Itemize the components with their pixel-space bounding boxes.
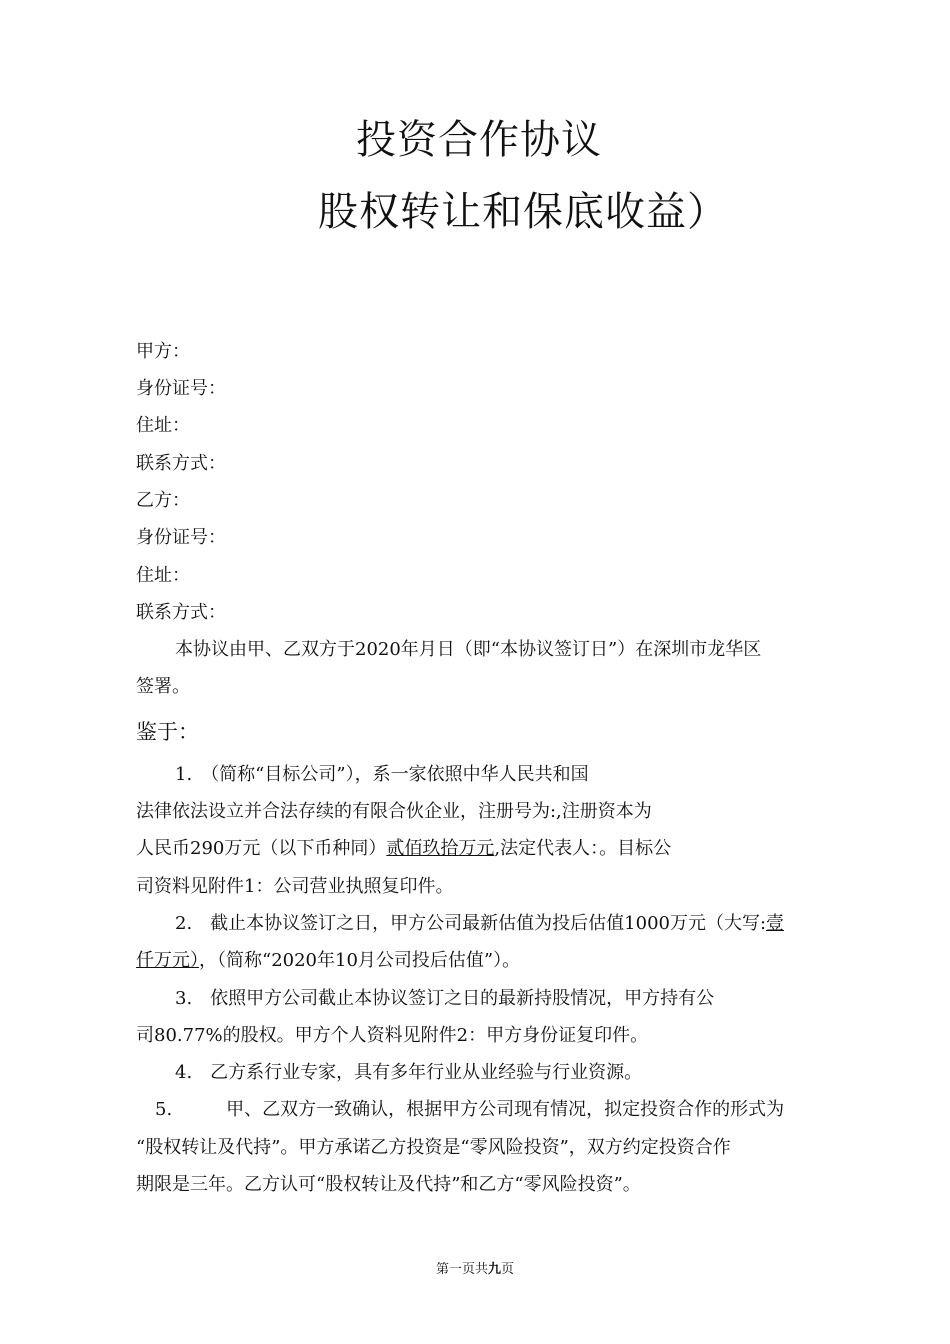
whereas-heading: 鉴于： [136,720,199,744]
clause-2-line-2 [136,949,520,973]
document-subtitle: 股权转让和保底收益） [318,189,728,235]
party-a-label: 甲方： [136,341,190,362]
party-a-id-label: 身份证号： [136,378,226,399]
party-b-label: 乙方： [136,490,190,511]
document-title: 投资合作协议 [356,117,602,163]
clause-1-line-3 [136,837,671,861]
clause-2-short-name: ，（简称“2020年10月公司投后估值”）。 [199,950,521,971]
clause-1-line-1: 1. （简称“目标公司”），系一家依照中华人民共和国 [175,764,589,785]
clause-1-capital: 人民币290万元（以下币种同） [136,838,387,859]
party-a-address-label: 住址： [136,415,190,436]
footer-total-pages: 九 [487,1262,501,1277]
clause-5-line-3: 期限是三年。乙方认可“股权转让及代持”和乙方“零风险投资”。 [136,1174,641,1195]
page-footer [0,1258,950,1277]
clause-5-line-2: “股权转让及代持”。甲方承诺乙方投资是“零风险投资”，双方约定投资合作 [136,1137,731,1158]
clause-2-line-1 [175,912,784,936]
clause-1-capital-uppercase: 贰佰玖拾万元 [386,838,495,859]
clause-5-line-1: 5. 甲、乙双方一致确认，根据甲方公司现有情况，拟定投资合作的形式为 [155,1099,785,1120]
clause-1-line-2: 法律依法设立并合法存续的有限合伙企业，注册号为:,注册资本为 [136,801,652,822]
intro-line-1: 本协议由甲、乙双方于2020年月日（即“本协议签订日”）在深圳市龙华区 [175,639,762,660]
clause-2-uppercase-end: 仟万元） [136,950,199,971]
footer-suffix: 页 [501,1262,515,1277]
clause-3-line-2: 司80.77%的股权。甲方个人资料见附件2：甲方身份证复印件。 [136,1025,649,1046]
clause-3-line-1: 3. 依照甲方公司截止本协议签订之日的最新持股情况，甲方持有公 [175,988,715,1009]
party-b-id-label: 身份证号： [136,527,226,548]
clause-4-line-1: 4. 乙方系行业专家，具有多年行业从业经验与行业资源。 [175,1062,643,1083]
party-b-contact-label: 联系方式： [136,602,226,623]
clause-2-uppercase-start: 壹 [766,913,785,934]
footer-prefix: 第一页共 [435,1262,488,1277]
clause-1-line-4: 司资料见附件1：公司营业执照复印件。 [136,876,454,897]
party-a-contact-label: 联系方式： [136,453,226,474]
party-b-address-label: 住址： [136,565,190,586]
clause-1-representative: ,法定代表人：。目标公 [494,838,672,859]
clause-2-valuation: 2. 截止本协议签订之日，甲方公司最新估值为投后估值1000万元（大写: [175,913,767,934]
intro-line-2: 签署。 [136,676,190,697]
